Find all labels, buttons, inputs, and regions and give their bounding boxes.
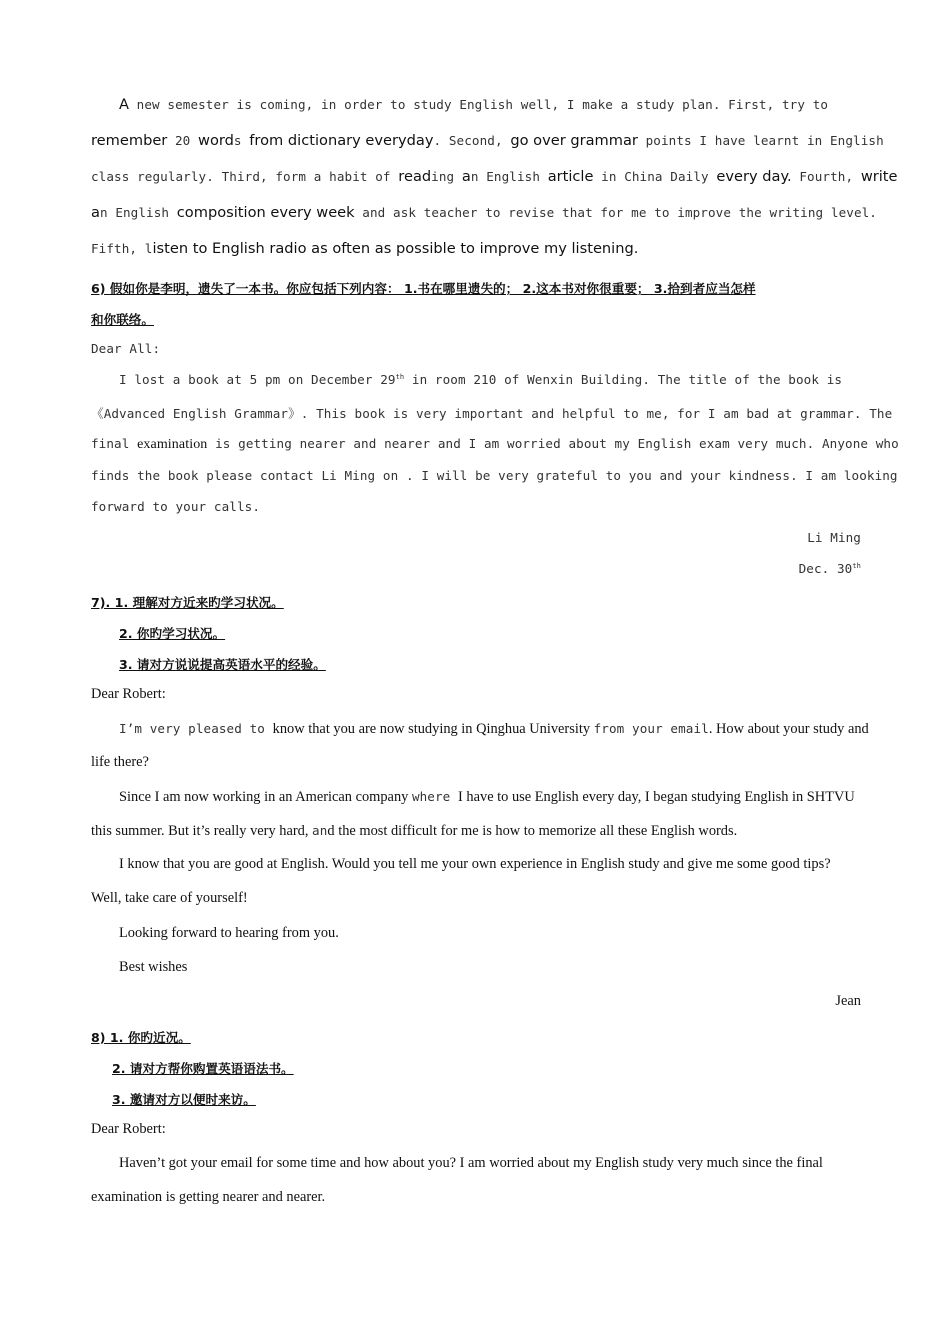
q6-date xyxy=(91,561,861,576)
q7-item-2: 2. 你旳学习状况。 xyxy=(119,626,226,641)
text-run: s xyxy=(233,133,250,148)
q8-greeting: Dear Robert: xyxy=(91,1121,166,1137)
q6-body-text: final xyxy=(91,436,138,451)
text-run: n English xyxy=(99,205,177,220)
q7-text: Since I am now working in an American company xyxy=(119,789,412,805)
text-run: word xyxy=(198,132,234,149)
q7-signature: Jean xyxy=(835,993,861,1009)
text-run: every day. xyxy=(716,168,792,185)
q7-text: know that you are now studying in Qinghua University xyxy=(272,721,594,737)
q7-para-4: Well, take care of yourself! xyxy=(91,890,248,906)
q7-para-2-line-1 xyxy=(91,788,855,806)
q8-para-1-line-1: Haven’t got your email for some time and how about you? I am worried about my English study very much since the final xyxy=(119,1155,823,1171)
para1-line-4 xyxy=(91,204,877,222)
q7-text: . How about your study and xyxy=(708,721,869,737)
q7-text: I’m very xyxy=(119,721,181,736)
text-run: composition every week xyxy=(176,204,355,221)
q6-body-line-3 xyxy=(91,436,899,453)
text-run: remember xyxy=(91,132,168,149)
q6-body-text: is getting nearer and nearer and I am worried about my English exam very much. Anyone who xyxy=(207,436,899,451)
text-run: points I have learnt in English xyxy=(637,133,884,148)
q7-para-1-line-1 xyxy=(91,720,869,738)
q6-signature: Li Ming xyxy=(807,530,861,545)
text-run: go over grammar xyxy=(510,132,638,149)
text-run: class regularly. Third, form a habit of xyxy=(91,169,399,184)
q6-heading-line-2: 和你联络。 xyxy=(91,312,154,327)
q6-body-line-1 xyxy=(91,372,842,387)
para1-line-1 xyxy=(91,96,828,114)
text-run: Fourth, xyxy=(791,169,861,184)
q6-heading-line-1: 6) 假如你是李明，遗失了一本书。你应包括下列内容： 1.书在哪里遗失的； 2.这本书对你很重要； 3.拾到者应当怎样 xyxy=(91,281,756,296)
q6-body-line-5: forward to your calls. xyxy=(91,499,261,514)
text-run: isten to English radio as often as possible to improve my listening. xyxy=(152,240,639,257)
q7-item-3: 3. 请对方说说提高英语水平的经验。 xyxy=(119,657,326,672)
q7-text: d the most difficult for me is how to memorize all these English words. xyxy=(327,823,738,839)
q6-body-line-4: finds the book please contact Li Ming on . I will be very grateful to you and your kindness. I am looking xyxy=(91,468,898,483)
q7-closing: Best wishes xyxy=(119,959,188,975)
q6-body-line-2: 《Advanced English Grammar》. This book is very important and helpful to me, for I am bad at grammar. The xyxy=(91,406,893,421)
q6-body-text: examination xyxy=(137,437,208,452)
q8-para-1-line-2: examination is getting nearer and nearer. xyxy=(91,1189,326,1205)
q7-para-1-line-2: life there? xyxy=(91,754,149,770)
q7-text: from your email xyxy=(593,721,709,736)
para1-line-2 xyxy=(91,132,884,150)
para1-line-3 xyxy=(91,168,898,186)
q7-text: pleased to xyxy=(180,721,273,736)
q6-body-text: I lost a book at 5 pm on December 29 xyxy=(119,372,396,387)
text-run: new semester is coming, in order to study English well, I make a study plan. First, try to xyxy=(128,97,829,112)
text-run: a xyxy=(91,204,100,221)
q7-item-1: 7). 1. 理解对方近来旳学习状况。 xyxy=(91,595,284,610)
text-run: from dictionary everyday xyxy=(249,132,434,149)
q7-text: I have to use English every day, I began studying English in SHTVU xyxy=(458,789,855,805)
text-run: in China Daily xyxy=(593,169,717,184)
q7-text: an xyxy=(312,823,328,838)
superscript: th xyxy=(395,372,405,381)
text-run: 20 xyxy=(167,133,199,148)
text-run: Fifth, l xyxy=(91,241,153,256)
text-run: . Second, xyxy=(433,133,511,148)
q7-text: where xyxy=(411,789,459,804)
text-run: and ask teacher to revise that for me to improve the writing level. xyxy=(354,205,877,220)
q8-item-2: 2. 请对方帮你购置英语语法书。 xyxy=(112,1061,294,1076)
q7-para-5: Looking forward to hearing from you. xyxy=(119,925,339,941)
q7-para-2-line-2 xyxy=(91,822,737,840)
text-run: n English xyxy=(470,169,548,184)
para1-line-5 xyxy=(91,240,638,258)
text-run: write xyxy=(860,168,898,185)
q8-item-3: 3. 邀请对方以便时来访。 xyxy=(112,1092,256,1107)
superscript: th xyxy=(852,561,861,570)
text-run: read xyxy=(398,168,432,185)
q8-item-1: 8) 1. 你旳近况。 xyxy=(91,1030,191,1045)
text-run: article xyxy=(547,168,594,185)
q6-body-text: in room 210 of Wenxin Building. The title of the book is xyxy=(404,372,843,387)
date-text: Dec. 30 xyxy=(798,561,853,576)
q6-greeting: Dear All: xyxy=(91,341,161,356)
text-run: ing xyxy=(431,169,462,184)
text-run: A xyxy=(119,96,129,113)
q7-text: this summer. But it’s really very hard, xyxy=(91,823,313,839)
q7-greeting: Dear Robert: xyxy=(91,686,166,702)
text-run: a xyxy=(461,168,471,185)
q7-para-3: I know that you are good at English. Would you tell me your own experience in English study and give me some good tips? xyxy=(119,856,831,872)
